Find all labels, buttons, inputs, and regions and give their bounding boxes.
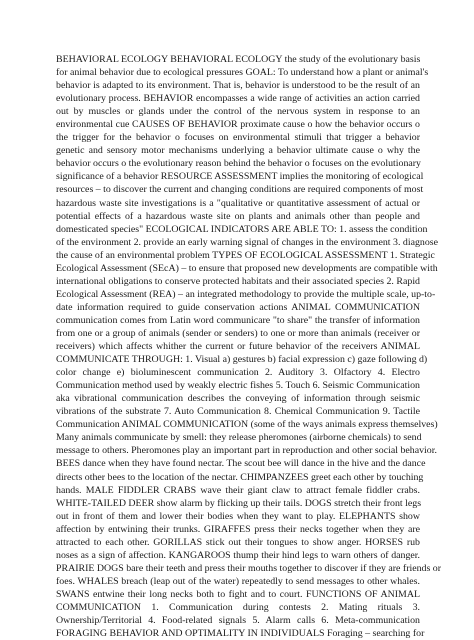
text-line: attracted to each other. GORILLAS stick out their tongues to show anger. HORSES rub [56, 536, 420, 548]
text-line: out by muscles or glands under the control of the nervous system in response to an [56, 106, 420, 118]
text-line: for animal behavior due to ecological pressures GOAL: To understand how a plant or animal's [56, 67, 429, 79]
text-line: color change e) bioluminescent communication 2. Auditory 3. Olfactory 4. Electro [56, 367, 420, 379]
text-line: foes. WHALES breach (leap out of the water) repeatedly to send messages to other whales. [56, 575, 420, 587]
text-line: international obligations to conserve protected habitats and their associated species 2. Rapid [56, 275, 420, 287]
text-line: resources – to discover the current and changing conditions are required components of most [56, 184, 424, 196]
text-line: significance of a behavior RESOURCE ASSESSMENT implies the monitoring of ecological [56, 171, 424, 183]
text-line: from one or a group of animals (sender or senders) to one or more than animals (receiver or [56, 327, 420, 339]
text-line: date information required to guide conservation actions ANIMAL COMMUNICATION [56, 301, 420, 313]
text-line: aka vibrational communication describes the conveying of information through seismic [56, 393, 420, 405]
text-line: COMMUNICATION 1. Communication during contests 2. Mating rituals 3. [56, 601, 420, 613]
text-line: WHITE-TAILED DEER show alarm by flicking up their tails. DOGS stretch their front legs [56, 497, 422, 509]
text-line: noses as a sign of affection. KANGAROOS thump their hind legs to warn others of danger. [56, 549, 420, 561]
document-body-text [56, 53, 442, 640]
text-line: BEES dance when they have found nectar. The scout bee will dance in the hive and the dance [56, 458, 426, 470]
text-line: Ecological Assessment (REA) – an integrated methodology to provide the multiple scale, up-to- [56, 288, 436, 300]
text-line: affection by entwining their trunks. GIRAFFES press their necks together when they are [56, 523, 420, 535]
text-line: COMMUNICATE THROUGH: 1. Visual a) gestures b) facial expression c) gaze following d) [56, 354, 428, 366]
text-line: FORAGING BEHAVIOR AND OPTIMALITY IN INDIVIDUALS Foraging – searching for [56, 628, 425, 640]
text-line: SWANS entwine their long necks both to fight and to court. FUNCTIONS OF ANIMAL [56, 588, 420, 600]
text-line: potential effects of a hazardous waste site on plants and animals other than people and [56, 210, 420, 222]
text-line: vibrations of the substrate 7. Auto Communication 8. Chemical Communication 9. Tactile [56, 406, 420, 418]
text-line: Many animals communicate by smell: they release pheromones (airborne chemicals) to send [56, 432, 422, 444]
text-line: directs other bees to the location of the nectar. CHIMPANZEES greet each other by touching [56, 471, 424, 483]
text-line: evolutionary process. BEHAVIOR encompasses a wide range of activities an action carried [56, 93, 420, 105]
text-line: message to others. Pheromones play an important part in reproduction and other social behavior. [56, 445, 437, 457]
text-line: out in front of them and lower their bodies when they want to play. ELEPHANTS show [56, 510, 420, 522]
text-line: Ecological Assessment (SEcA) – to ensure that proposed new developments are compatible with [56, 262, 438, 274]
text-line: the cause of an environmental problem TYPES OF ECOLOGICAL ASSESSMENT 1. Strategic [56, 249, 435, 261]
text-line: hazardous waste site investigations is a "qualitative or quantitative assessment of actual or [56, 197, 420, 209]
text-line: PRAIRIE DOGS bare their teeth and press their mouths together to discover if they are friends or [56, 562, 442, 574]
text-line: of the environment 2. provide an early warning signal of changes in the environment 3. diagnose [56, 236, 439, 248]
text-line: communication comes from Latin word communicare "to share" the transfer of information [56, 314, 420, 326]
text-line: receivers) which affects whither the current or future behavior of the receivers ANIMAL [56, 341, 420, 353]
text-line: BEHAVIORAL ECOLOGY BEHAVIORAL ECOLOGY the study of the evolutionary basis [56, 54, 421, 65]
text-line: Communication ANIMAL COMMUNICATION (some of the ways animals express themselves) [56, 419, 438, 431]
text-line: domesticated species" ECOLOGICAL INDICATORS ARE ABLE TO: 1. assess the condition [56, 223, 428, 235]
text-line: behavior occurs o the evolutionary reason behind the behavior o focuses on the evolutionary [56, 158, 421, 170]
text-line: genetic and sensory motor mechanisms underlying a behavior ultimate cause o why the [56, 145, 420, 157]
text-line: the trigger for the behavior o focuses on environmental stimuli that trigger a behavior [56, 132, 420, 144]
text-line: hands. MALE FIDDLER CRABS wave their giant claw to attract female fiddler crabs. [56, 484, 420, 496]
text-line: Ownership/Territorial 4. Food-related signals 5. Alarm calls 6. Meta-communication [56, 615, 420, 627]
text-line: Communication method used by weakly electric fishes 5. Touch 6. Seismic Communication [56, 380, 420, 392]
text-line: behavior is adapted to its environment. That is, behavior is understood to be the result of an [56, 80, 420, 92]
text-line: environmental cue CAUSES OF BEHAVIOR proximate cause o how the behavior occurs o [56, 119, 420, 131]
